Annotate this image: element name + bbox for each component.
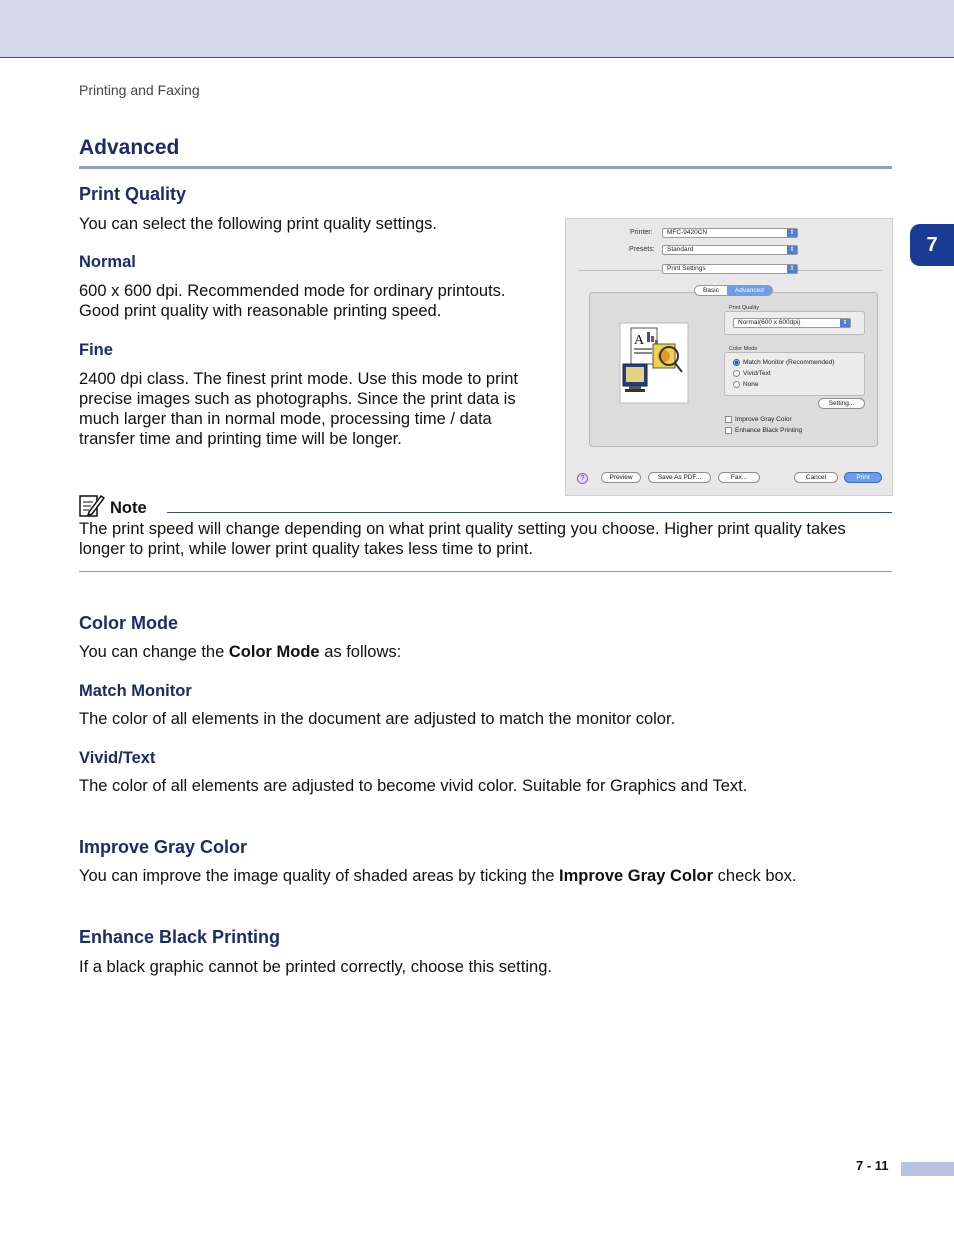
section-title: Advanced <box>79 136 180 159</box>
color-mode-label: Color Mode <box>729 346 758 352</box>
normal-heading: Normal <box>79 253 136 271</box>
section-title-rule <box>79 166 892 169</box>
page-number: 7 - 11 <box>856 1158 889 1173</box>
save-as-pdf-button[interactable]: Save As PDF... <box>648 472 711 483</box>
improve-gray-label: Improve Gray Color <box>735 416 792 423</box>
fine-text: 2400 dpi class. The finest print mode. Use this mode to print precise images such as photographs. Since the print data is much larger than in normal mode, processing time / data transfer time and printing time will be longer. <box>79 370 519 448</box>
radio-none[interactable] <box>733 381 759 388</box>
header-band <box>0 0 954 58</box>
printer-label: Printer: <box>630 229 653 236</box>
improve-gray-text: You can improve the image quality of shaded areas by ticking the Improve Gray Color check box. <box>79 867 797 885</box>
color-mode-heading: Color Mode <box>79 613 178 633</box>
popup-arrows-icon: ⇕ <box>787 229 797 237</box>
printer-popup[interactable] <box>662 228 798 238</box>
color-mode-intro: You can change the Color Mode as follows: <box>79 643 402 661</box>
popup-arrows-icon: ⇕ <box>787 246 797 254</box>
presets-label: Presets: <box>629 246 655 253</box>
presets-popup[interactable] <box>662 245 798 255</box>
print-button[interactable]: Print <box>844 472 882 483</box>
radio-vivid-label: Vivid/Text <box>743 370 771 377</box>
help-button[interactable]: ? <box>577 473 588 484</box>
enhance-black-label: Enhance Black Printing <box>735 427 803 434</box>
enhance-black-heading: Enhance Black Printing <box>79 927 281 947</box>
svg-text:A: A <box>634 333 645 348</box>
print-dialog-screenshot <box>565 218 893 496</box>
note-text: The print speed will change depending on what print quality setting you choose. Higher print quality takes longer to print, while lower print quality takes less time to print. <box>79 520 846 558</box>
radio-vivid-text[interactable] <box>733 370 771 377</box>
printer-documents-illustration-icon <box>619 322 691 404</box>
print-quality-intro: You can select the following print quality settings. <box>79 215 438 233</box>
tab-basic[interactable]: Basic <box>703 287 719 294</box>
enhance-black-checkbox[interactable] <box>725 427 802 434</box>
tab-advanced[interactable]: Advanced <box>727 286 772 295</box>
print-quality-popup[interactable] <box>733 318 851 328</box>
cancel-button[interactable]: Cancel <box>794 472 838 483</box>
print-quality-heading: Print Quality <box>79 184 187 204</box>
popup-arrows-icon: ⇕ <box>787 265 797 273</box>
panel-popup[interactable] <box>662 264 798 274</box>
note-label: Note <box>110 499 147 517</box>
popup-arrows-icon: ⇕ <box>840 319 850 327</box>
setting-button[interactable]: Setting... <box>818 398 865 409</box>
preview-button[interactable]: Preview <box>601 472 641 483</box>
note-rule <box>167 512 892 513</box>
normal-text: 600 x 600 dpi. Recommended mode for ordinary printouts. Good print quality with reasonable printing speed. <box>79 282 506 320</box>
panel-value: Print Settings <box>667 265 706 272</box>
radio-match-monitor[interactable] <box>733 359 834 366</box>
fine-heading: Fine <box>79 341 113 359</box>
improve-gray-heading: Improve Gray Color <box>79 837 248 857</box>
fax-button[interactable]: Fax... <box>718 472 760 483</box>
vivid-text-heading: Vivid/Text <box>79 749 156 767</box>
presets-value: Standard <box>667 246 694 253</box>
chapter-tab: 7 <box>910 224 954 266</box>
breadcrumb: Printing and Faxing <box>79 82 200 98</box>
page-number-bar <box>901 1162 954 1176</box>
match-monitor-text: The color of all elements in the document are adjusted to match the monitor color. <box>79 710 676 728</box>
printer-value: MFC-9420CN <box>667 229 708 236</box>
radio-none-label: None <box>743 381 759 388</box>
vivid-text-text: The color of all elements are adjusted to become vivid color. Suitable for Graphics and Text. <box>79 777 748 795</box>
print-quality-label: Print Quality <box>729 305 759 311</box>
improve-gray-checkbox[interactable] <box>725 416 792 423</box>
note-pencil-icon <box>79 493 105 517</box>
print-quality-value: Normal(600 x 600dpi) <box>738 319 801 326</box>
match-monitor-heading: Match Monitor <box>79 682 192 700</box>
settings-tabs <box>694 285 773 296</box>
enhance-black-text: If a black graphic cannot be printed correctly, choose this setting. <box>79 958 552 976</box>
note-bottom-rule <box>79 571 892 572</box>
radio-match-label: Match Monitor (Recommended) <box>743 359 835 366</box>
